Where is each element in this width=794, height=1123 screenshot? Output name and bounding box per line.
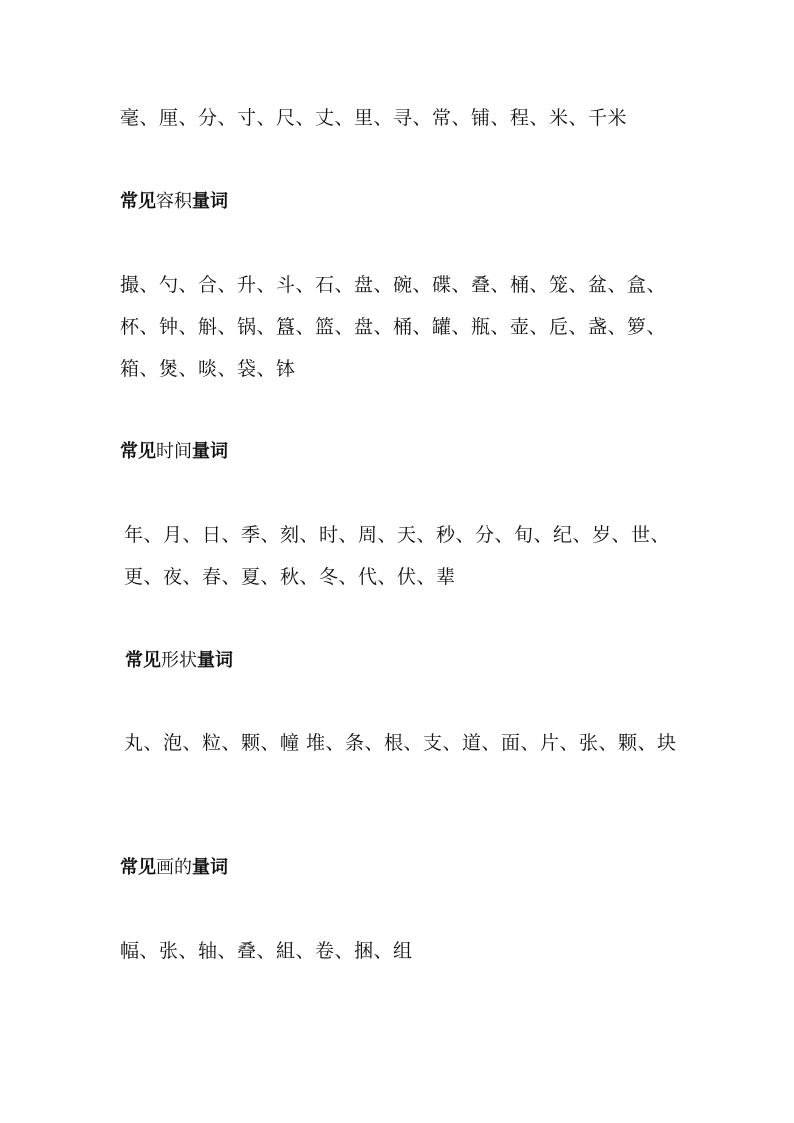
shape-heading	[125, 649, 685, 673]
length-units-section	[120, 97, 680, 139]
painting-section	[120, 930, 680, 972]
shape-text: 丸、泡、粒、颗、幢 堆、条、根、支、道、面、片、张、颗、块	[124, 732, 677, 754]
shape-heading-topic: 形状	[161, 650, 197, 671]
painting-heading-topic: 画的	[156, 857, 192, 878]
volume-text: 撮、勺、合、升、斗、石、盘、碗、碟、叠、桶、笼、盆、盒、杯、钟、斛、锅、簋、篮、盘、桶、罐、瓶、壶、卮、盏、箩、箱、煲、啖、袋、钵	[120, 274, 667, 380]
painting-heading-suffix: 量词	[192, 857, 228, 878]
time-heading-suffix: 量词	[192, 441, 228, 462]
volume-heading	[120, 190, 680, 214]
volume-heading-suffix: 量词	[192, 191, 228, 212]
length-units-text: 毫、厘、分、寸、尺、丈、里、寻、常、铺、程、米、千米	[120, 107, 628, 129]
painting-heading-prefix: 常见	[120, 857, 156, 878]
volume-section	[120, 264, 680, 390]
painting-text: 幅、张、轴、叠、組、卷、捆、组	[120, 940, 413, 962]
shape-section	[124, 722, 684, 764]
time-text: 年、月、日、季、刻、时、周、天、秒、分、旬、纪、岁、世、更、夜、春、夏、秋、冬、代、伏、辈	[124, 524, 671, 588]
time-heading	[120, 440, 680, 464]
volume-heading-topic: 容积	[156, 191, 192, 212]
painting-heading	[120, 856, 680, 880]
shape-heading-prefix: 常见	[125, 650, 161, 671]
volume-heading-prefix: 常见	[120, 191, 156, 212]
time-heading-prefix: 常见	[120, 441, 156, 462]
shape-heading-suffix: 量词	[197, 650, 233, 671]
time-heading-topic: 时间	[156, 441, 192, 462]
time-section	[124, 514, 684, 598]
